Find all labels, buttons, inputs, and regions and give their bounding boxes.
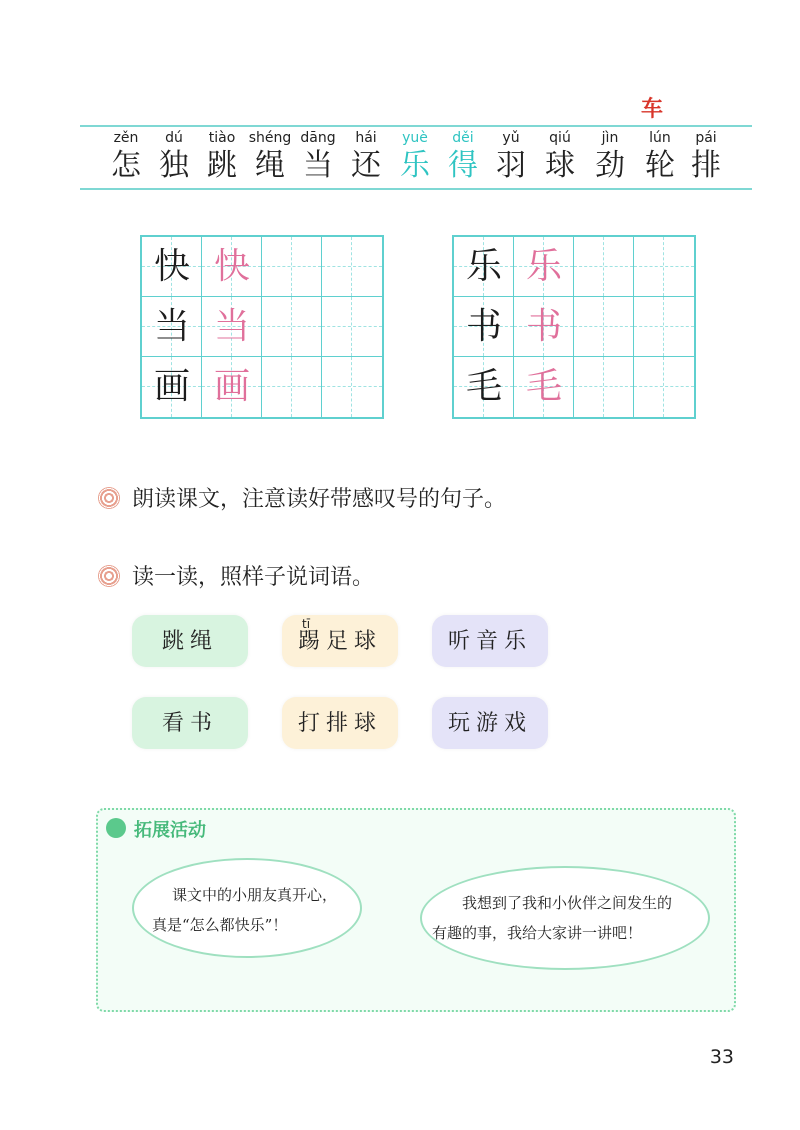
word-card — [282, 697, 398, 749]
char: 当 — [303, 148, 333, 183]
pinyin: dú — [165, 130, 183, 146]
model-char: 画 — [153, 366, 190, 407]
word-card-text: 打排球 — [297, 711, 382, 736]
vocab-item-highlight — [439, 128, 487, 184]
char: 乐 — [400, 148, 430, 183]
model-char: 快 — [153, 246, 190, 287]
char: 球 — [545, 148, 575, 183]
char: 还 — [351, 148, 381, 183]
vocab-item — [342, 128, 390, 184]
radical-char: 车 — [641, 96, 664, 122]
bubble-1-text — [152, 880, 338, 940]
exercise-2-text: 读一读，照样子说词语。 — [132, 565, 375, 590]
bubble-2-line-2: 有趣的事，我给大家讲一讲吧！ — [432, 924, 643, 942]
vocab-item — [682, 128, 730, 184]
pinyin: lún — [649, 130, 671, 146]
char: 羽 — [496, 148, 526, 183]
leaf-icon — [106, 818, 126, 838]
pinyin: pái — [695, 130, 717, 146]
word-card — [132, 697, 248, 749]
trace-char: 书 — [525, 306, 562, 347]
word-card — [282, 615, 398, 667]
char: 跳 — [207, 148, 237, 183]
vocab-item — [102, 128, 150, 184]
pinyin: dāng — [300, 130, 336, 146]
pinyin: yuè — [402, 130, 428, 146]
vocab-item — [487, 128, 535, 184]
vocab-item — [198, 128, 246, 184]
char: 绳 — [255, 148, 285, 183]
trace-char: 毛 — [525, 366, 562, 407]
trace-char: 快 — [213, 246, 250, 287]
bubble-1-line-1: 课文中的小朋友真开心， — [172, 886, 338, 904]
char: 怎 — [111, 148, 141, 183]
exercise-badge-icon — [98, 487, 120, 509]
word-card-text: 踢足球 — [297, 629, 382, 654]
model-char: 当 — [153, 306, 190, 347]
word-card-text: 看书 — [161, 711, 218, 736]
word-card — [132, 615, 248, 667]
trace-char: 画 — [213, 366, 250, 407]
trace-char: 当 — [213, 306, 250, 347]
model-char: 书 — [465, 306, 502, 347]
char: 轮 — [645, 148, 675, 183]
pinyin: děi — [452, 130, 474, 146]
page-number: 33 — [709, 1046, 734, 1068]
trace-char: 乐 — [525, 246, 562, 287]
vocab-item — [150, 128, 198, 184]
bubble-2-text — [432, 888, 672, 948]
pinyin: tiào — [208, 130, 236, 146]
char: 排 — [691, 148, 721, 183]
pinyin: jìn — [601, 130, 619, 146]
word-card — [432, 615, 548, 667]
pinyin: yǔ — [502, 130, 520, 146]
writing-grid-left — [140, 235, 384, 419]
word-card — [432, 697, 548, 749]
word-card-ruby: tī — [302, 617, 311, 631]
vocab-item-highlight — [391, 128, 439, 184]
pinyin: shéng — [248, 130, 292, 146]
model-char: 乐 — [465, 246, 502, 287]
word-card-text: 听音乐 — [447, 629, 532, 654]
bubble-2-line-1: 我想到了我和小伙伴之间发生的 — [462, 894, 673, 912]
vocab-top-line — [80, 125, 752, 127]
bubble-1-line-2: 真是“怎么都快乐”！ — [152, 916, 288, 934]
char: 劲 — [595, 148, 625, 183]
exercise-1-text: 朗读课文，注意读好带感叹号的句子。 — [132, 487, 507, 512]
pinyin: zěn — [113, 130, 139, 146]
vocab-item — [294, 128, 342, 184]
model-char: 毛 — [465, 366, 502, 407]
pinyin: hái — [355, 130, 377, 146]
word-card-text: 玩游戏 — [447, 711, 532, 736]
vocab-item — [586, 128, 634, 184]
pinyin: qiú — [549, 130, 571, 146]
vocab-bottom-line — [80, 188, 752, 190]
writing-grid-right — [452, 235, 696, 419]
vocab-item — [536, 128, 584, 184]
vocab-item — [636, 128, 684, 184]
char: 得 — [448, 148, 478, 183]
char: 独 — [159, 148, 189, 183]
exercise-badge-icon — [98, 565, 120, 587]
vocab-item — [246, 128, 294, 184]
word-card-text: 跳绳 — [161, 629, 218, 654]
extension-title: 拓展活动 — [134, 820, 206, 841]
